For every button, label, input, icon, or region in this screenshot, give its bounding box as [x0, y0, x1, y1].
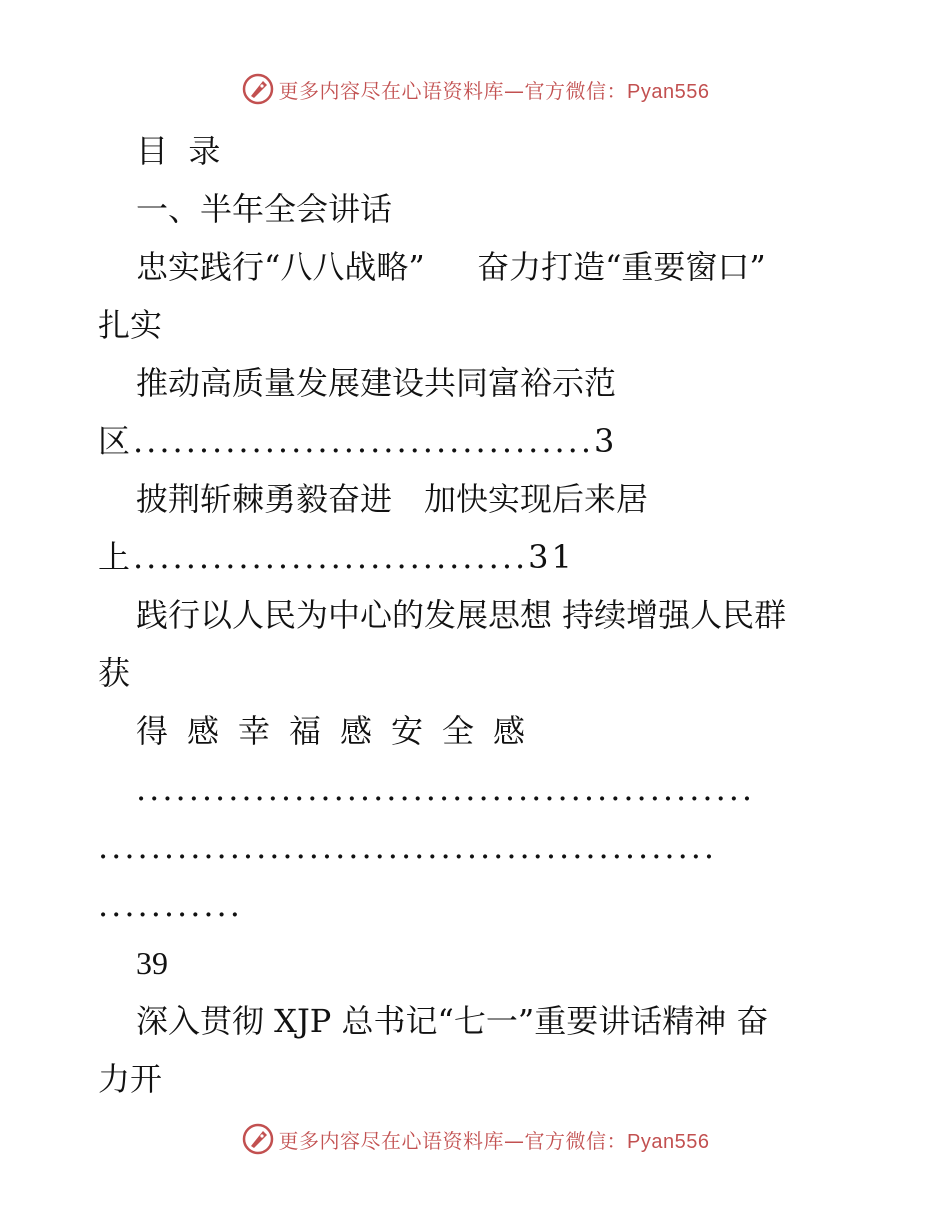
watermark-text: 更多内容尽在心语资料库—官方微信：Pyan556 [278, 1128, 710, 1153]
toc-page-number: 39 [136, 945, 168, 981]
toc-entry-line: 深入贯彻 XJP 总书记“七一”重要讲话精神 奋 [136, 1002, 769, 1040]
watermark-text: 更多内容尽在心语资料库—官方微信：Pyan556 [278, 78, 710, 103]
watermark-footer [0, 1122, 950, 1156]
toc-entry-line: 推动高质量发展建设共同富裕示范 [136, 364, 617, 402]
toc-entry-line: 践行以人民为中心的发展思想 持续增强人民群 [136, 596, 787, 634]
toc-entry-line: 忠实践行“八八战略” 奋力打造“重要窗口” [136, 248, 766, 286]
toc-entry-leader: 区...................................3 [98, 422, 618, 460]
table-of-contents [98, 122, 858, 1108]
toc-entry-leader: ............................................... [98, 828, 718, 866]
toc-entry-line: 得感幸福感安全感 [136, 712, 545, 750]
pen-nib-logo-icon [241, 72, 275, 106]
toc-entry-line: 披荆斩棘勇毅奋进 加快实现后来居 [136, 480, 649, 518]
toc-entry-line: 获 [98, 654, 131, 692]
toc-entry-leader: ........... [98, 886, 243, 924]
pen-nib-logo-icon [241, 1122, 275, 1156]
toc-section-heading: 一、半年全会讲话 [136, 190, 393, 228]
toc-entry-line: 扎实 [98, 306, 163, 344]
toc-entry-leader: ............................................... [136, 770, 756, 808]
toc-entry-leader: 上..............................31 [98, 538, 575, 576]
toc-entry-line: 力开 [98, 1060, 163, 1098]
watermark-header [0, 72, 950, 106]
toc-title: 目 录 [136, 132, 221, 170]
